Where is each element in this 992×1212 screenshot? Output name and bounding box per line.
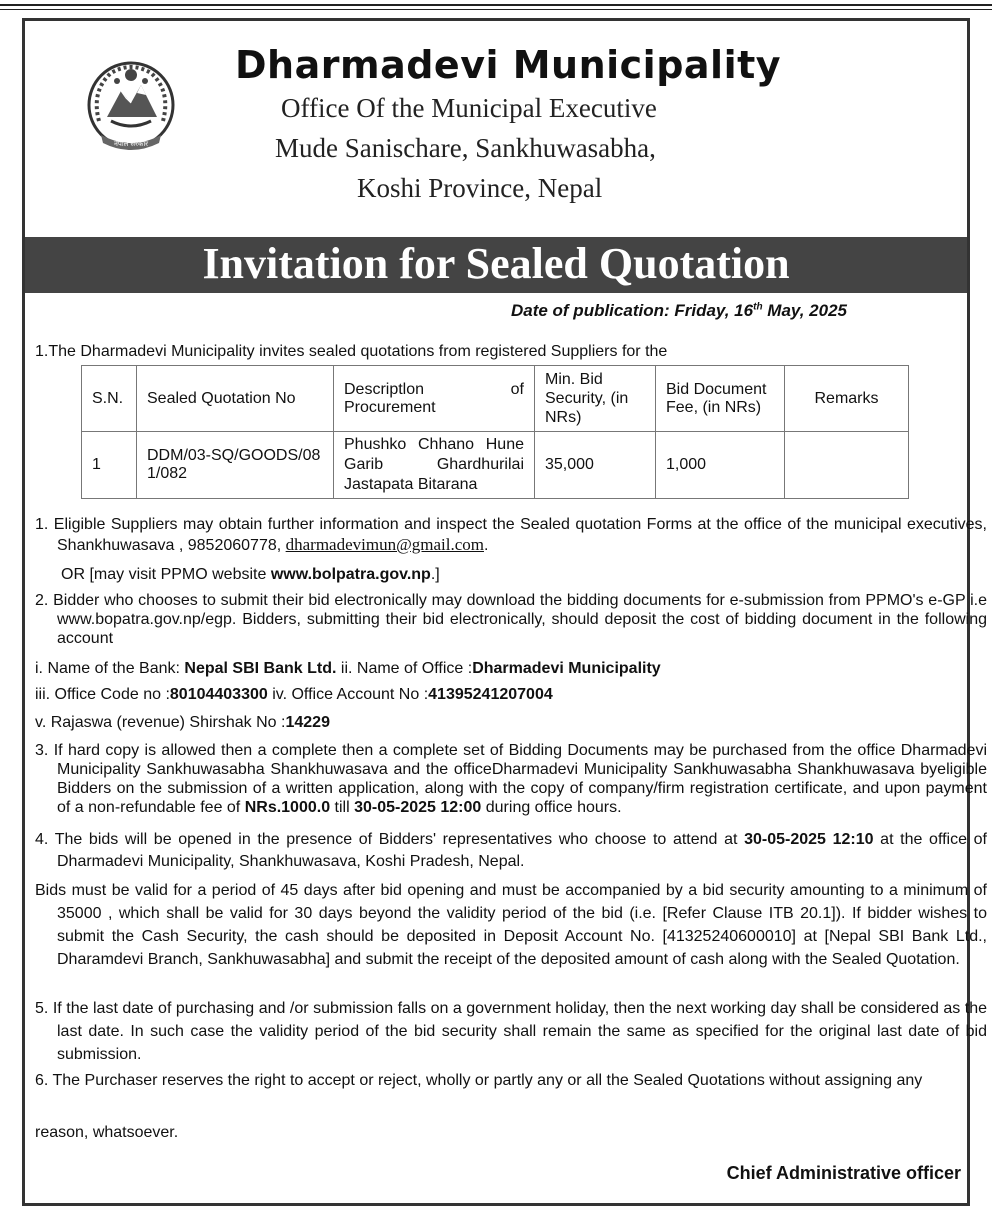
- bank-line-2-pre: iii. Office Code no :: [35, 686, 170, 703]
- publication-date: [511, 301, 847, 321]
- bank-line-2: [35, 685, 553, 705]
- bank-line-3-pre: v. Rajaswa (revenue) Shirshak No :: [35, 714, 286, 731]
- th-remarks: Remarks: [785, 366, 909, 432]
- bank-line-1: [35, 659, 661, 679]
- th-description: [334, 366, 535, 432]
- para-2: 2. Bidder who chooses to submit their bid electronically may download the bidding documents for e-submission from PPMO's e-GP i.e www.bopatra.gov.np/egp. Bidders, submitting their bid electronically, should deposit the cost of bidding document in the following account: [35, 592, 987, 647]
- para-4: [35, 829, 987, 873]
- table-header-row: [82, 366, 909, 432]
- para-3-till: till: [330, 799, 355, 816]
- para-1b-post: .]: [430, 566, 440, 583]
- para-1-text: 1. Eligible Suppliers may obtain further information and inspect the Sealed quotation Forms at the office of the municipal executives, Shankhuwasava , 9852060778,: [35, 516, 987, 554]
- address-line-2: Koshi Province, Nepal: [357, 173, 603, 203]
- th-quotation-no: Sealed Quotation No: [137, 366, 334, 432]
- th-desc-a: Descriptlon: [344, 380, 425, 398]
- ppmo-website[interactable]: www.bolpatra.gov.np: [270, 566, 431, 583]
- td-sn: 1: [82, 432, 137, 499]
- address-line-1: Mude Sanischare, Sankhuwasabha,: [275, 133, 656, 163]
- org-name: Dharmadevi Municipality: [235, 43, 782, 87]
- notice-title: Invitation for Sealed Quotation: [202, 239, 790, 288]
- para-3: [35, 741, 987, 817]
- nepal-emblem-icon: [81, 51, 181, 159]
- para-3-text: 3. If hard copy is allowed then a complete then a complete set of Bidding Documents may be purchased from the office Dharmadevi Municipality Sankhuwasabha Shankhuwasava and the officeDharmadevi Municipality Sankhuwasabha Shankhuwasava byeligible Bidders on the submission of a written application, along with the copy of company/firm registration certificate, and upon payment of a non-refundable fee of: [35, 742, 987, 816]
- top-rule-1: [0, 4, 992, 6]
- office-name-value: Dharmadevi Municipality: [472, 660, 661, 677]
- para-1: [35, 515, 987, 556]
- td-quotation-no: DDM/03-SQ/GOODS/081/082: [137, 432, 334, 499]
- th-sn: S.N.: [82, 366, 137, 432]
- table-row: [82, 432, 909, 499]
- top-rule-2: [0, 9, 992, 10]
- para-1b-pre: OR [may visit PPMO website: [61, 566, 271, 583]
- td-bid-security: 35,000: [535, 432, 656, 499]
- intro-text: 1.The Dharmadevi Municipality invites sealed quotations from registered Suppliers for the: [35, 343, 668, 360]
- td-remarks: [785, 432, 909, 499]
- office-code: 80104403300: [169, 686, 268, 703]
- para-3-end: during office hours.: [481, 799, 622, 816]
- notice-frame: [22, 18, 987, 1206]
- email-link[interactable]: dharmadevimun@gmail.com: [285, 535, 484, 554]
- td-description: Phushko Chhano Hune Garib Ghardhurilai Jastapata Bitarana: [334, 432, 535, 499]
- th-bid-fee: Bid Document Fee, (in NRs): [656, 366, 785, 432]
- para-4-text: 4. The bids will be opened in the presence of Bidders' representatives who choose to attend at: [35, 831, 745, 848]
- signature: Chief Administrative officer: [726, 1163, 961, 1183]
- pub-date-suffix: May, 2025: [762, 301, 847, 320]
- para-6: 6. The Purchaser reserves the right to accept or reject, wholly or partly any or all the Sealed Quotations without assigning any: [35, 1072, 923, 1089]
- office-name: Office Of the Municipal Executive: [281, 93, 657, 123]
- bank-line-1-mid: ii. Name of Office :: [336, 660, 473, 677]
- account-no: 41395241207004: [428, 686, 553, 703]
- th-desc-c: Procurement: [344, 398, 436, 416]
- doc-fee: NRs.1000.0: [244, 799, 331, 816]
- para-5: 5. If the last date of purchasing and /or submission falls on a government holiday, then the next working day shall be considered as the last date. In such case the validity period of the bid security shall remain the same as specified for the original last date of bid submission.: [35, 1000, 987, 1063]
- pub-date-sup: th: [753, 301, 763, 313]
- para-bids: Bids must be valid for a period of 45 days after bid opening and must be accompanied by a bid security amounting to a minimum of 35000 , which shall be valid for 30 days beyond the validity period of the bid (i.e. [Refer Clause ITB 20.1]). If bidder wishes to submit the Cash Security, the cash should be deposited in Deposit Account No. [41325240600010] at [Nepal SBI Bank Ltd., Dharamdevi Branch, Sankhuwasabha] and submit the receipt of the deposited amount of cash along with the Sealed Quotation.: [35, 882, 987, 968]
- th-bid-security: Min. Bid Security, (in NRs): [535, 366, 656, 432]
- bank-line-2-mid: iv. Office Account No :: [267, 686, 429, 703]
- revenue-code: 14229: [285, 714, 330, 731]
- bank-line-1-pre: i. Name of the Bank:: [35, 660, 185, 677]
- emblem-ribbon-text: नेपाल सरकार: [113, 141, 149, 148]
- bank-name: Nepal SBI Bank Ltd.: [184, 660, 337, 677]
- opening-date: 30-05-2025 12:10: [744, 831, 874, 848]
- para-6-end: reason, whatsoever.: [35, 1124, 179, 1141]
- para-4-end: at the office of Dharmadevi Municipality, Shankhuwasava, Koshi Pradesh, Nepal.: [57, 831, 987, 870]
- th-desc-b: of: [510, 380, 524, 398]
- para-1b: [61, 565, 440, 585]
- bank-line-3: [35, 713, 330, 733]
- purchase-deadline: 30-05-2025 12:00: [354, 799, 482, 816]
- para-1-end: .: [483, 537, 489, 554]
- quotation-table: [81, 365, 909, 499]
- pub-date-prefix: Date of publication: Friday, 16: [510, 301, 754, 320]
- td-bid-fee: 1,000: [656, 432, 785, 499]
